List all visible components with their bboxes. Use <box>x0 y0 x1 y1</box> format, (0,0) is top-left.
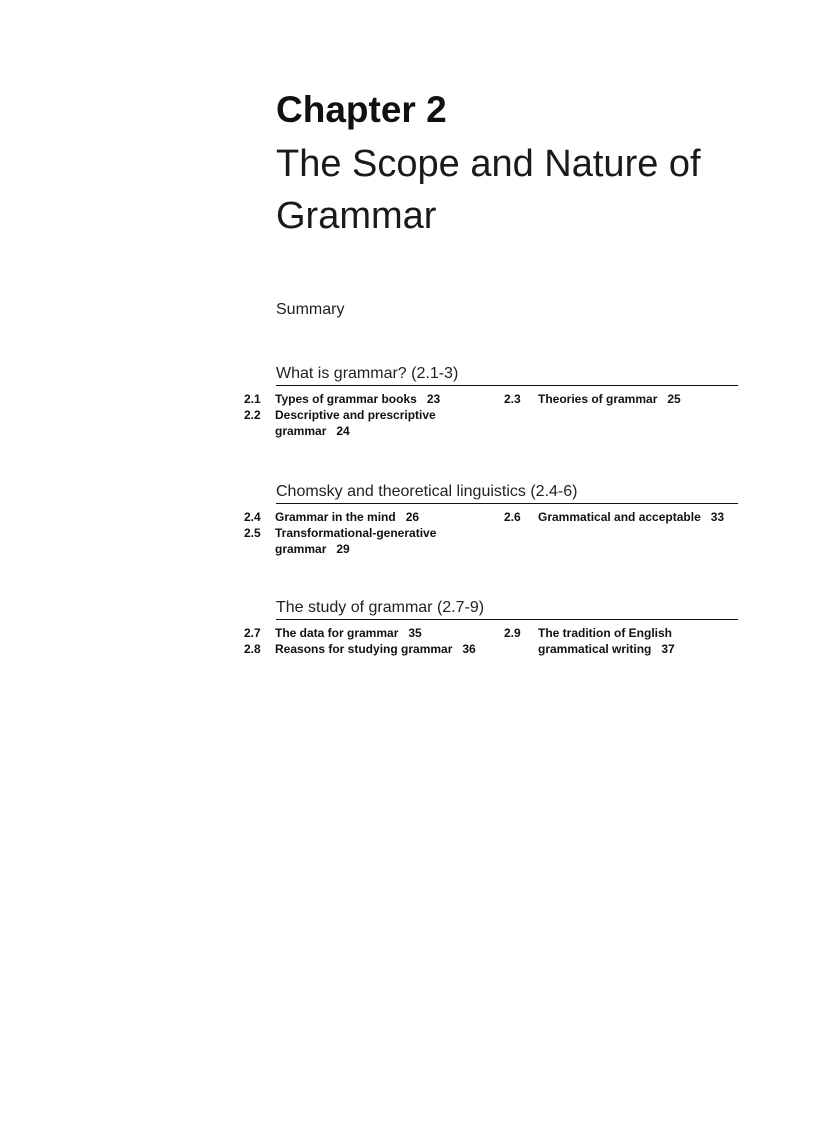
page-number: 26 <box>405 510 420 524</box>
toc-entry[interactable] <box>240 525 492 557</box>
page-number: 36 <box>462 642 476 656</box>
section-heading: The study of grammar (2.7-9) <box>276 599 485 616</box>
chapter-label: Chapter 2 <box>276 89 447 130</box>
entry-title: Grammar in the mind <box>275 510 396 524</box>
section-number: 2.1 <box>244 392 261 406</box>
page-number: 35 <box>408 626 422 640</box>
toc-entry[interactable] <box>494 509 738 525</box>
section-number: 2.2 <box>244 408 261 422</box>
page-number: 37 <box>661 642 675 656</box>
section-number: 2.4 <box>244 510 261 524</box>
entry-title: Theories of grammar <box>538 392 658 406</box>
entry-title: Types of grammar books <box>275 392 417 406</box>
entry-title: Transformational-generative grammar <box>275 526 437 556</box>
toc-entry[interactable] <box>494 625 738 657</box>
page-number: 24 <box>336 424 350 438</box>
section-number: 2.8 <box>244 642 261 656</box>
toc-entry[interactable] <box>494 391 738 407</box>
section-number: 2.5 <box>244 526 261 540</box>
toc-section <box>240 482 738 556</box>
toc-entry[interactable] <box>240 641 492 657</box>
toc-entry[interactable] <box>240 509 492 525</box>
section-divider <box>276 619 738 620</box>
section-number: 2.7 <box>244 626 261 640</box>
section-divider <box>276 503 738 504</box>
page-number: 29 <box>336 542 350 556</box>
page-number: 25 <box>667 392 681 406</box>
section-number: 2.3 <box>504 392 521 406</box>
summary-label: Summary <box>276 301 345 318</box>
toc-entry[interactable] <box>240 625 492 641</box>
entry-title: The data for grammar <box>275 626 399 640</box>
chapter-title: The Scope and Nature of Grammar <box>276 143 701 237</box>
section-heading: Chomsky and theoretical linguistics (2.4-6) <box>276 483 578 500</box>
page-number: 33 <box>710 510 725 524</box>
page-number: 23 <box>426 392 441 406</box>
section-number: 2.6 <box>504 510 521 524</box>
section-divider <box>276 385 738 386</box>
section-number: 2.9 <box>504 626 521 640</box>
entry-title: The tradition of English grammatical writing <box>538 626 672 656</box>
entry-title: Grammatical and acceptable <box>538 510 701 524</box>
toc-entry[interactable] <box>240 407 492 439</box>
entry-title: Reasons for studying grammar <box>275 642 453 656</box>
section-heading: What is grammar? (2.1-3) <box>276 365 459 382</box>
toc-section <box>240 598 738 656</box>
toc-entry[interactable] <box>240 391 492 407</box>
entry-title: Descriptive and prescriptive grammar <box>275 408 436 438</box>
toc-section <box>240 364 738 438</box>
